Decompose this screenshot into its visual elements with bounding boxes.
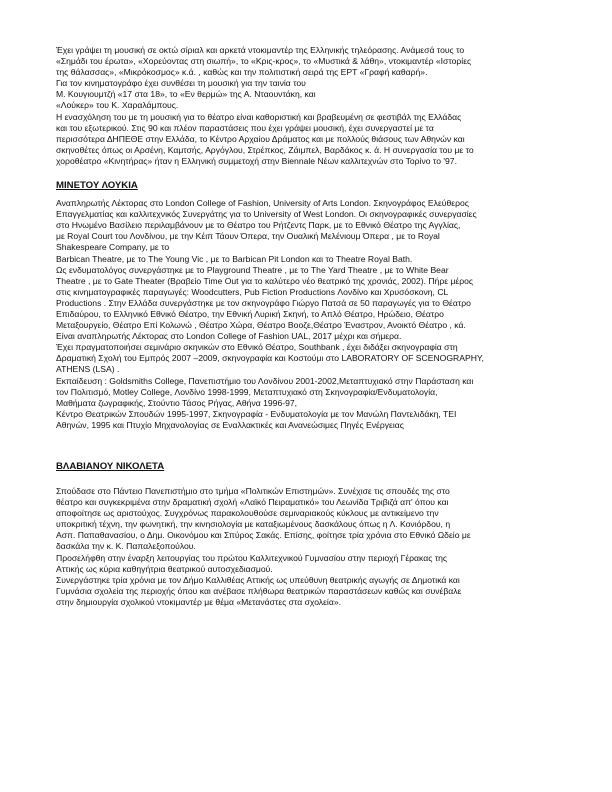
text-line: Σπούδασε στο Πάντειο Πανεπιστήμιο στο τμήμα «Πολιτικών Επιστημών». Συνέχισε τις σπουδές της στο xyxy=(56,486,450,496)
text-line: περισσότερα ΔΗΠΕΘΕ στην Ελλάδα, το Κέντρο Αρχαίου Δράματος και με πολλούς θιάσους των Αθηνών και xyxy=(56,133,465,144)
text-line: Γυμνάσια σχολεία της περιοχής όπου και ανέβασε πλήθωρα θεατρικών παραστάσεων καθώς και συνέβαλε xyxy=(56,585,462,596)
text-line: Ασπ. Παπαθανασίου, ο Δημ. Οικονόμου και Σπύρος Σακάς. Επίσης, φοίτησε τρία χρόνια στο Εθνικό Ωδείο με xyxy=(56,530,471,541)
text-line: Έχει πραγματοποιήσει σεμινάριο σκηνικών στο Εθνικό Θέατρο, Southbank , έχει διδάξει σκηνογραφία στη xyxy=(56,342,458,353)
text-line: στην δημιουργία σχολικού ντοκιμαντέρ με θέμα «Μετανάστες στα σχολεία». xyxy=(56,596,341,607)
text-line: Κέντρο Θεατρικών Σπουδών 1995-1997, Σκηνογραφία - Ενδυματολογία με τον Μανώλη Παντελιδάκη, ΤΕΙ xyxy=(56,408,457,419)
text-line: Για τον κινηματογράφο έχει συνθέσει τη μουσική για την ταινία του xyxy=(56,78,306,89)
vlavianou-bio xyxy=(56,486,562,608)
text-line: Μ. Κουγιουμτζή «17 στα 18», το «Εν θερμώ» της Α. Νταουντάκη, και xyxy=(56,89,316,100)
heading-minetou: ΜΙΝΕΤΟΥ ΛΟΥΚΙΑ xyxy=(56,180,138,192)
text-line: τον Πολιτισμό, Motley College, Λονδίνο 1998-1999, Μεταπτυχιακό στη Σκηνογραφία/Ενδυματολογία, xyxy=(56,386,438,397)
text-line: Εκπαίδευση : Goldsmiths College, Πανεπιστήμιο του Λονδίνου 2001-2002,Μεταπτυχιακό στην Παράσταση και xyxy=(56,375,474,386)
text-line: αποφοίτησε ως αριστούχος. Συγχρόνως παρακολουθούσε σεμιναριακούς κύκλους με αντικείμενο την xyxy=(56,508,439,519)
text-line: Είναι αναπληρωτής Λέκτορας στο London College of Fashion UAL, 2017 μέχρι και σήμερα. xyxy=(56,331,402,342)
text-line: Επαγγελματίας και καλλιτεχνικός Συνεργάτης για το University of West London. Οι σκηνογραφικές συνεργασίες xyxy=(56,209,477,220)
text-line: Προσελήφθη στην έναρξη λειτουργίας του πρώτου Καλλιτεχνικού Γυμνασίου στην περιοχή Γέρακας της xyxy=(56,552,448,563)
text-line: Αναπληρωτής Λέκτορας στο London College of Fashion, University of Arts London. Σκηνογράφος Ελεύθερος xyxy=(56,198,469,209)
heading-vlavianou: ΒΛΑΒΙΑΝΟΥ ΝΙΚΟΛΕΤΑ xyxy=(56,461,165,472)
text-line: Barbican Theatre, με το The Young Vic , με το Barbican Pit London και το Theatre Royal Bath. xyxy=(56,253,413,264)
text-line: Αττικής ως κύρια καθηγήτρια θεατρικού αυτοσχεδιασμού. xyxy=(56,563,273,574)
text-line: Productions . Στην Ελλάδα συνεργάστηκε με τον σκηνογράφο Γιώργο Πατσά σε 50 παραγωγές για το Θέατρο xyxy=(56,297,471,308)
text-line: με Royal Court του Λονδίνου, με την Κέιπ Τάουν Όπερα, την Ουαλική Μελένιουμ Όπερα , με το Royal xyxy=(56,231,440,242)
text-line: «Λούκερ» του Κ. Χαραλάμπους. xyxy=(56,100,179,111)
text-line: Συνεργάστηκε τρία χρόνια με τον Δήμο Καλλιθέας Αττικής ως υπεύθυνη θεατρικής αγωγής σε Δημοτικά και xyxy=(56,574,460,585)
text-line: ATHENS (LSA) . xyxy=(56,364,120,375)
text-line: στο Ηνωμένο Βασίλειο περιλαμβάνουν με το Θέατρο του Ρήτζεντς Παρκ, με το Εθνικό Θέατρο της Αγγλίας, xyxy=(56,220,461,231)
text-line: Theatre , με το Gate Theater (Βραβείο Time Out για το καλύτερο νέο θεατρικό της χρονιάς, 2002). Πήρε μέρος xyxy=(56,275,474,286)
text-line: Shakespeare Company, με το xyxy=(56,242,170,253)
text-line: Η ενασχόληση του με τη μουσική για το θέατρο είναι καθοριστική και βραβευμένη σε φεστιβάλ της Ελλάδας xyxy=(56,111,462,122)
text-line: Μεταξουργείο, Θέατρο Επί Κολωνώ , Θέατρο Χώρα, Θέατρο Βοοζε,Θέατρο Έναστρον, Ανοικτό Θέατρο , κά. xyxy=(56,320,466,331)
text-line: Έχει γράψει τη μουσική σε οκτώ σίριαλ και αρκετά ντοκιμαντέρ της Ελληνικής τηλεόρασης. Ανάμεσά τους το xyxy=(56,45,465,55)
text-line: και του εξωτερικού. Στις 90 και πλέον παραστάσεις που έχει γράψει μουσική, έχει συνεργαστεί με τα xyxy=(56,122,434,133)
text-line: Ως ενδυματολόγος συνεργάστηκε με το Playground Theatre , με το The Yard Theatre , με το White Bear xyxy=(56,264,449,275)
text-line: σκηνοθέτες όπως οι Αρσένη, Καμτσής, Αργόγλου, Στρέπκος, Ζάιμπελ, Βαρδάκος κ. ά. Η συνεργασία του με το xyxy=(56,144,474,155)
text-line: χοροθέατρο «Κινητήρας» ήταν η Ελληνική συμμετοχή στην Biennale Νέων καλλιτεχνών στο Τορίνο το '97. xyxy=(56,155,457,166)
text-line: Μαθήματα ζωγραφικής, Στούντιο Τάσος Ρήγας, Αθήνα 1996-97, xyxy=(56,397,298,408)
intro-paragraph xyxy=(56,45,562,167)
minetou-bio xyxy=(56,198,562,431)
text-line: Επιδαύρου, το Ελληνικό Εθνικό Θέατρο, την Εθνική Λυρική Σκηνή, το Απλό Θέατρο, Ηρώδειο, Θέατρο xyxy=(56,308,444,319)
text-line: υποκριτική τέχνη, την φωνητική, την κινησιολογία με καταξιωμένους δασκάλους όπως η Λ. Κονιόρδου, η xyxy=(56,519,451,530)
text-line: «Σημάδι του έρωτα», «Χορεύοντας στη σιωπή», το «Κρις-κρος», το «Μυστικά & λάθη», ντοκιμαντέρ «Ιστορίες xyxy=(56,56,472,67)
text-line: στις κινηματογραφικές παραγωγές: Woodcutters, Pub Fiction Productions Λονδίνο και Χρυσόσκονη, CL xyxy=(56,286,449,297)
text-line: Δραματική Σχολή του Εμπρός 2007 –2009, σκηνογραφία και Κοστούμι στο LABORATORY OF SCENOGRAPHY, xyxy=(56,353,484,364)
text-line: Αθηνών, 1995 και Πτυχίο Μηχανολογίας σε Εναλλακτικές και Ανανεώσιμες Πηγές Ενέργειας xyxy=(56,419,404,430)
text-line: της θάλασσας», «Μικρόκοσμος» κ.ά. , καθώς και την πολιτιστική σειρά της ΕΡΤ «Γραφή καθαρή». xyxy=(56,67,428,78)
text-line: δασκάλα την κ. Κ. Παπαλεξοπούλου. xyxy=(56,541,196,552)
text-line: θέατρο και συγκεκριμένα στην δραματική σχολή «Λαϊκό Πειραματικό» του Λεωνίδα Τριβιζά απ' όπου και xyxy=(56,497,449,508)
